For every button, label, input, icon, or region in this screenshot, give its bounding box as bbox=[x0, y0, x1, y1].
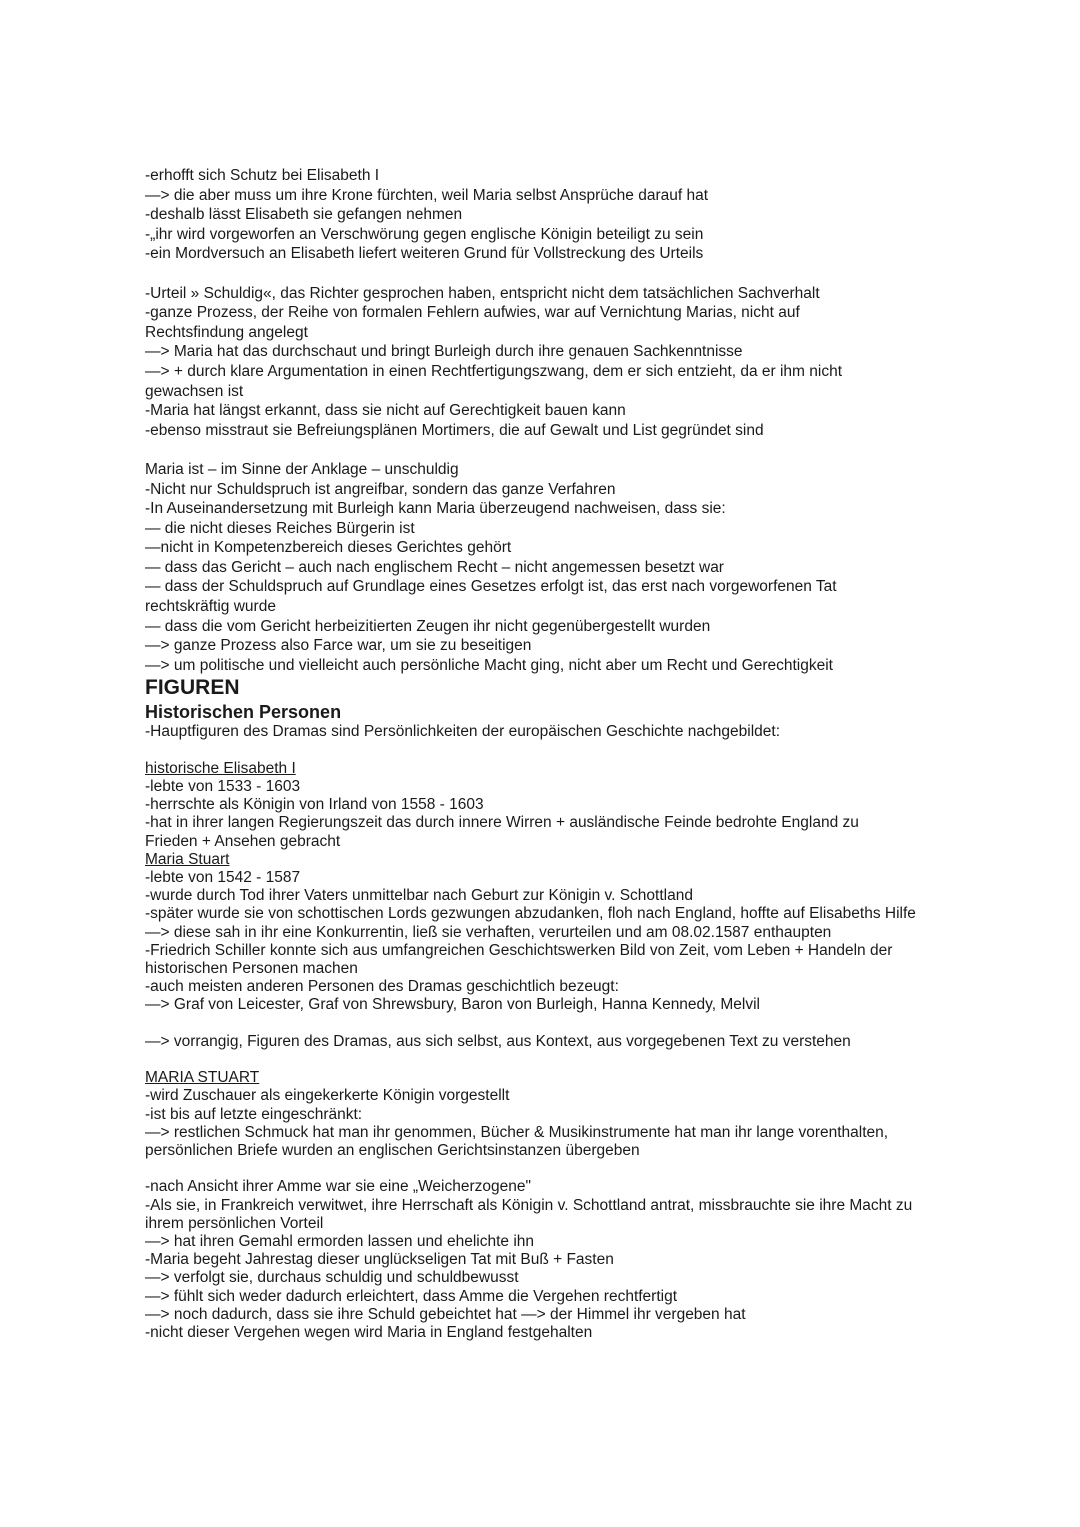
text-line: —> hat ihren Gemahl ermorden lassen und ehelichte ihn bbox=[145, 1233, 535, 1251]
text-line: -nach Ansicht ihrer Amme war sie eine „Weicherzogene" bbox=[145, 1178, 532, 1196]
text-line: — dass die vom Gericht herbeizitierten Zeugen ihr nicht gegenübergestellt wurden bbox=[145, 617, 711, 635]
text-line: -nicht dieser Vergehen wegen wird Maria in England festgehalten bbox=[145, 1324, 593, 1342]
text-line: -Urteil » Schuldig«, das Richter gesprochen haben, entspricht nicht dem tatsächlichen Sachverhalt bbox=[145, 284, 820, 302]
text-line: -Hauptfiguren des Dramas sind Persönlichkeiten der europäischen Geschichte nachgebildet: bbox=[145, 723, 781, 741]
text-line: —> fühlt sich weder dadurch erleichtert, dass Amme die Vergehen rechtfertigt bbox=[145, 1287, 678, 1305]
text-line: — dass der Schuldspruch auf Grundlage eines Gesetzes erfolgt ist, das erst nach vorgeworfenen Tat rechtskräftig wurde bbox=[145, 578, 837, 616]
heading-historische-personen: Historischen Personen bbox=[145, 702, 342, 723]
document-body bbox=[145, 166, 945, 1342]
text-line: —> Graf von Leicester, Graf von Shrewsbury, Baron von Burleigh, Hanna Kennedy, Melvil bbox=[145, 996, 760, 1014]
subheading-maria-stuart-figur: MARIA STUART bbox=[145, 1069, 260, 1087]
text-line: -deshalb lässt Elisabeth sie gefangen nehmen bbox=[145, 206, 463, 224]
text-line: -„ihr wird vorgeworfen an Verschwörung gegen englische Königin beteiligt zu sein bbox=[145, 225, 704, 243]
text-line: -ganze Prozess, der Reihe von formalen Fehlern aufwies, war auf Vernichtung Marias, nicht auf Rechtsfindung angelegt bbox=[145, 304, 800, 341]
text-line: -In Auseinandersetzung mit Burleigh kann Maria überzeugend nachweisen, dass sie: bbox=[145, 500, 726, 518]
text-line: — die nicht dieses Reiches Bürgerin ist bbox=[145, 519, 415, 537]
text-line: -erhofft sich Schutz bei Elisabeth I bbox=[145, 167, 380, 184]
text-line: -wird Zuschauer als eingekerkerte Königin vorgestellt bbox=[145, 1087, 510, 1105]
text-line: -auch meisten anderen Personen des Dramas geschichtlich bezeugt: bbox=[145, 978, 619, 996]
text-line: —> diese sah in ihr eine Konkurrentin, ließ sie verhaften, verurteilen und am 08.02.1587 enthaupten bbox=[145, 923, 832, 941]
text-line: -lebte von 1542 - 1587 bbox=[145, 869, 301, 887]
text-line: -wurde durch Tod ihrer Vaters unmittelbar nach Geburt zur Königin v. Schottland bbox=[145, 887, 693, 905]
text-line: -lebte von 1533 - 1603 bbox=[145, 778, 301, 796]
text-line: -Maria begeht Jahrestag dieser unglückseligen Tat mit Buß + Fasten bbox=[145, 1251, 614, 1269]
text-line: -hat in ihrer langen Regierungszeit das durch innere Wirren + ausländische Feinde bedrohte England zu Frieden + Ansehen gebracht bbox=[145, 814, 859, 850]
text-block-schutz bbox=[145, 166, 945, 264]
text-line: Maria ist – im Sinne der Anklage – unschuldig bbox=[145, 460, 459, 478]
text-line: -Friedrich Schiller konnte sich aus umfangreichen Geschichtswerken Bild von Zeit, vom Leben + Handeln der historischen Personen machen bbox=[145, 941, 893, 978]
text-line: —> um politische und vielleicht auch persönliche Macht ging, nicht aber um Recht und Gerechtigkeit bbox=[145, 656, 833, 674]
text-block-historisch bbox=[145, 723, 945, 1342]
heading-figuren: FIGUREN bbox=[145, 676, 240, 700]
text-line: —> restlichen Schmuck hat man ihr genommen, Bücher & Musikinstrumente hat man ihr lange vorenthalten, persönlichen Briefe wurden an englischen Gerichtsinstanzen übergeben bbox=[145, 1123, 889, 1160]
text-line: —> ganze Prozess also Farce war, um sie zu beseitigen bbox=[145, 637, 532, 655]
text-line: -später wurde sie von schottischen Lords gezwungen abzudanken, floh nach England, hoffte auf Elisabeths Hilfe bbox=[145, 905, 916, 923]
text-block-unschuldig bbox=[145, 460, 945, 676]
text-line: —> noch dadurch, dass sie ihre Schuld gebeichtet hat —> der Himmel ihr vergeben hat bbox=[145, 1305, 746, 1323]
text-line: —> vorrangig, Figuren des Dramas, aus sich selbst, aus Kontext, aus vorgegebenen Text zu verstehen bbox=[145, 1032, 851, 1050]
text-line: -ein Mordversuch an Elisabeth liefert weiteren Grund für Vollstreckung des Urteils bbox=[145, 245, 704, 263]
text-line: —> verfolgt sie, durchaus schuldig und schuldbewusst bbox=[145, 1269, 519, 1287]
text-line: —> Maria hat das durchschaut und bringt Burleigh durch ihre genauen Sachkenntnisse bbox=[145, 343, 743, 361]
text-line: -Nicht nur Schuldspruch ist angreifbar, sondern das ganze Verfahren bbox=[145, 480, 616, 498]
text-line: -Maria hat längst erkannt, dass sie nicht auf Gerechtigkeit bauen kann bbox=[145, 402, 626, 420]
text-line: -Als sie, in Frankreich verwitwet, ihre Herrschaft als Königin v. Schottland antrat, missbrauchte sie ihre Macht zu ihrem persönlichen Vorteil bbox=[145, 1196, 913, 1232]
text-line: -ebenso misstraut sie Befreiungsplänen Mortimers, die auf Gewalt und List gegründet sind bbox=[145, 421, 764, 439]
text-line: -ist bis auf letzte eingeschränkt: bbox=[145, 1105, 363, 1123]
text-line: -herrschte als Königin von Irland von 1558 - 1603 bbox=[145, 796, 484, 814]
text-block-urteil bbox=[145, 284, 945, 441]
text-line: —> + durch klare Argumentation in einen Rechtfertigungszwang, dem er sich entzieht, da er ihm nicht gewachsen ist bbox=[145, 362, 843, 400]
text-line: —nicht in Kompetenzbereich dieses Gerichtes gehört bbox=[145, 539, 512, 557]
subheading-maria-stuart: Maria Stuart bbox=[145, 850, 230, 868]
text-line: —> die aber muss um ihre Krone fürchten, weil Maria selbst Ansprüche darauf hat bbox=[145, 186, 709, 204]
subheading-elisabeth: historische Elisabeth I bbox=[145, 759, 296, 777]
text-line: — dass das Gericht – auch nach englischem Recht – nicht angemessen besetzt war bbox=[145, 558, 724, 576]
